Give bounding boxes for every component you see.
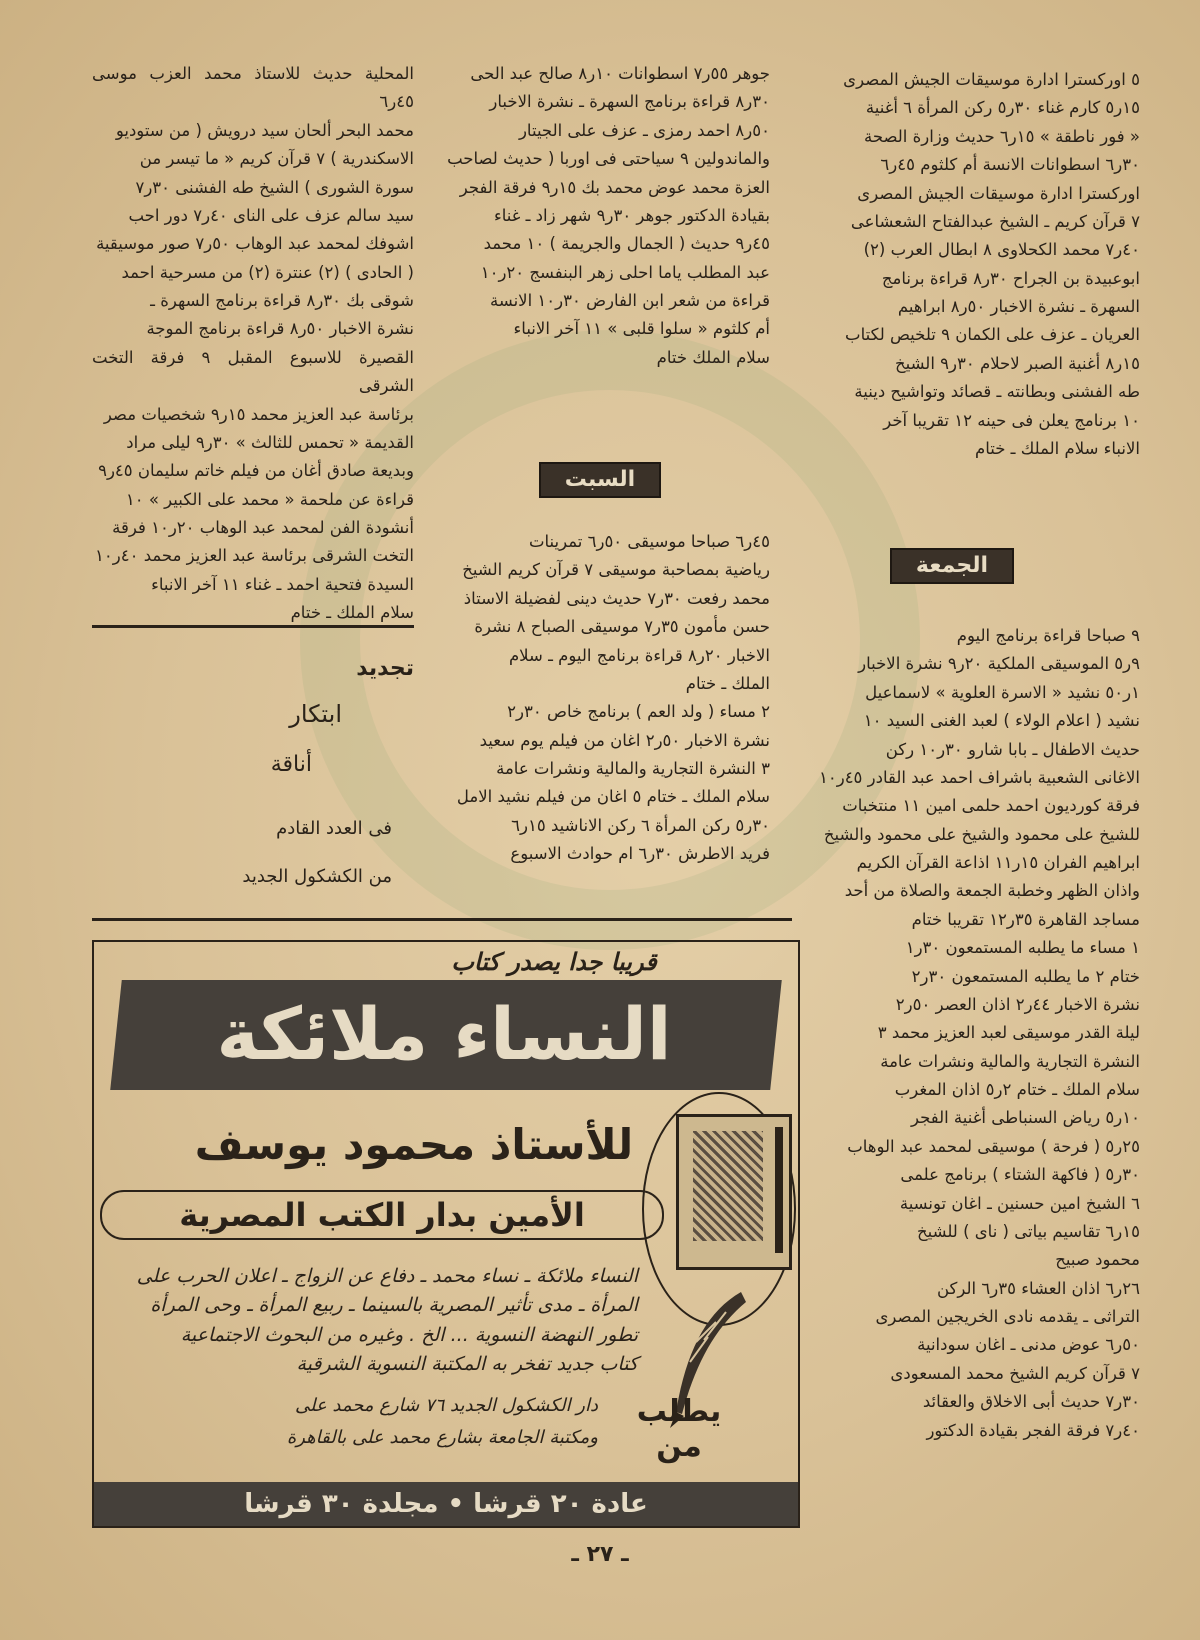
schedule-line: السهرة ـ نشرة الاخبار ٥٠ر٨ ابراهيم	[897, 297, 1140, 316]
schedule-line: قراءة عن ملحمة « محمد على الكبير » ١٠	[125, 489, 414, 509]
schedule-line: ليلة القدر موسيقى لعبد العزيز محمد ٣	[877, 1023, 1140, 1043]
schedule-line: نشرة الاخبار ٥٠ر٨ قراءة برنامج الموجة	[146, 319, 414, 339]
ad-price: عادة ٢٠ قرشا • مجلدة ٣٠ قرشا	[94, 1482, 798, 1526]
schedule-line: ختام ٢ ما يطلبه المستمعون ٣٠ر٢	[911, 966, 1140, 986]
schedule-line: عبد المطلب ياما احلى زهر البنفسج ٢٠ر١٠	[480, 262, 770, 282]
schedule-line: التخت الشرقى برئاسة عبد العزيز محمد ٤٠ر١٠	[95, 546, 414, 566]
schedule-line: قراءة من شعر ابن الفارض ٣٠ر١٠ الانسة	[490, 291, 770, 310]
ad-book-title: النساء ملائكة	[216, 992, 672, 1076]
schedule-line: ١٠ر٥ رياض السنباطى أغنية الفجر	[910, 1108, 1140, 1128]
schedule-line: ٤٥ر٩ حديث ( الجمال والجريمة ) ١٠ محمد	[483, 234, 770, 254]
promo-title: تجديد	[356, 656, 414, 681]
schedule-line: ( الحادى ) (٢) عنترة (٢) من مسرحية احمد	[121, 262, 414, 282]
schedule-line: أم كلثوم « سلوا قلبى » ١١ آخر الانباء	[513, 319, 770, 339]
schedule-line: ٢٦ر٦ اذان العشاء ٣٥ر٦ الركن	[937, 1278, 1140, 1298]
ad-order-label: يطلب من	[636, 1394, 722, 1464]
schedule-line: ١ر٥٠ نشيد « الاسرة العلوية » لاسماعيل	[865, 682, 1140, 702]
schedule-line: محمد رفعت ٣٠ر٧ حديث دينى لفضيلة الاستاذ	[463, 588, 770, 608]
book-cover-pattern	[693, 1131, 763, 1241]
page-number: ـ ٢٧ ـ	[571, 1542, 629, 1567]
schedule-line: الاغانى الشعبية باشراف احمد عبد القادر ٤٥ر١٠	[818, 767, 1140, 787]
schedule-line: واذان الظهر وخطبة الجمعة والصلاة من أحد	[844, 881, 1140, 901]
schedule-line: ٤٠ر٧ فرقة الفجر بقيادة الدكتور	[926, 1420, 1140, 1440]
schedule-line: نشيد ( اعلام الولاء ) لعبد الغنى السيد ١٠	[863, 711, 1140, 731]
schedule-friday	[780, 622, 1140, 1445]
schedule-line: نشرة الاخبار ٥٠ر٢ اغان من فيلم يوم سعيد	[479, 730, 770, 750]
book-spine	[775, 1127, 783, 1253]
schedule-line: ٣٠ر٥ ( فاكهة الشتاء ) برنامج علمى	[900, 1165, 1140, 1185]
schedule-line: ٩ صباحا قراءة برنامج اليوم	[956, 626, 1140, 645]
schedule-line: ٢ مساء ( ولد العم ) برنامج خاص ٣٠ر٢	[507, 702, 770, 722]
schedule-line: اشوفك لمحمد عبد الوهاب ٥٠ر٧ صور موسيقية	[96, 234, 414, 254]
schedule-line: سلام الملك ـ ختام	[290, 603, 414, 623]
column-divider	[92, 625, 414, 628]
ad-description	[108, 1262, 638, 1380]
schedule-line: ٣٠ر٧ حديث أبى الاخلاق والعقائد	[922, 1392, 1140, 1412]
schedule-line: ١٠ برنامج يعلن فى حينه ١٢ تقريبا آخر	[883, 410, 1140, 430]
promo-line-1: ابتكار	[289, 700, 342, 728]
schedule-line: ٤٥ر٦ صباحا موسيقى ٥٠ر٦ تمرينات	[528, 532, 770, 551]
schedule-line: مساجد القاهرة ٣٥ر١٢ تقريبا ختام	[911, 909, 1140, 929]
schedule-line: نشرة الاخبار ٤٤ر٢ اذان العصر ٥٠ر٢	[895, 994, 1140, 1014]
schedule-line: اوركسترا ادارة موسيقات الجيش المصرى	[857, 183, 1140, 203]
schedule-line: ٩ر٥ الموسيقى الملكية ٢٠ر٩ نشرة الاخبار	[858, 654, 1140, 674]
schedule-line: طه الفشنى وبطانته ـ قصائد وتواشيح دينية	[854, 382, 1140, 402]
schedule-line: ١٥ر٨ أغنية الصبر لاحلام ٣٠ر٩ الشيخ	[894, 353, 1140, 373]
ad-author: للأستاذ محمود يوسف	[194, 1120, 634, 1169]
schedule-line: سلام الملك ـ ختام ٥ اغان من فيلم نشيد الامل	[456, 787, 770, 807]
promo-line-4: من الكشكول الجديد	[242, 866, 392, 887]
schedule-line: ٥ اوركسترا ادارة موسيقات الجيش المصرى	[843, 70, 1140, 89]
ad-order-line: دار الكشكول الجديد ٧٦ شارع محمد على	[294, 1395, 598, 1416]
schedule-line: ٧ قرآن كريم ـ الشيخ عبدالفتاح الشعشاعى	[850, 211, 1140, 231]
schedule-mid-top	[412, 60, 770, 372]
schedule-line: حسن مأمون ٣٥ر٧ موسيقى الصباح ٨ نشرة	[474, 617, 770, 637]
schedule-line: ابوعبيدة بن الجراح ٣٠ر٨ قراءة برنامج	[881, 268, 1140, 288]
ad-description-line: تطور النهضة النسوية ... الخ . وغيره من البحوث الاجتماعية	[180, 1323, 638, 1346]
schedule-line: شوقى بك ٣٠ر٨ قراءة برنامج السهرة ـ	[150, 291, 414, 310]
ad-top-text: قريبا جدا يصدر كتاب	[451, 948, 657, 976]
schedule-line: محمد البحر ألحان سيد درويش ( من ستوديو	[115, 120, 414, 140]
schedule-line: العزة محمد عوض محمد بك ١٥ر٩ فرقة الفجر	[459, 177, 770, 197]
book-cover-icon	[676, 1114, 792, 1270]
schedule-line: الاسكندرية ) ٧ قرآن كريم « ما تيسر من	[139, 149, 414, 169]
schedule-line: سيد سالم عزف على الناى ٤٠ر٧ دور احب	[128, 205, 414, 225]
schedule-line: ٥٠ر٦ عوض مدنى ـ اغان سودانية	[917, 1335, 1140, 1355]
schedule-line: جوهر ٥٥ر٧ اسطوانات ١٠ر٨ صالح عبد الحى	[470, 64, 770, 83]
schedule-line: ١٥ر٦ تقاسيم بياتى ( ناى ) للشيخ	[917, 1221, 1140, 1241]
saturday-heading: السبت	[539, 462, 661, 498]
ad-divider	[92, 918, 792, 921]
schedule-line: ٣٠ر٦ اسطوانات الانسة أم كلثوم ٤٥ر٦	[880, 155, 1140, 175]
friday-heading-wrap	[852, 548, 1052, 584]
schedule-line: والماندولين ٩ سياحتى فى اوربا ( حديث لصاحب	[447, 149, 770, 169]
schedule-line: ١٥ر٥ كارم غناء ٣٠ر٥ ركن المرأة ٦ أغنية	[865, 98, 1140, 118]
schedule-line: سورة الشورى ) الشيخ طه الفشنى ٣٠ر٧	[135, 177, 414, 197]
promo-line-2: أناقة	[270, 752, 312, 777]
schedule-line: ٦ الشيخ امين حسنين ـ اغان تونسية	[899, 1193, 1140, 1213]
schedule-line: التراثى ـ يقدمه نادى الخريجين المصرى	[875, 1307, 1140, 1326]
book-advertisement	[92, 940, 800, 1528]
friday-heading: الجمعة	[890, 548, 1014, 584]
schedule-line: وبديعة صادق أغان من فيلم خاتم سليمان ٤٥ر٩	[98, 461, 414, 481]
schedule-line: ٢٥ر٥ ( فرحة ) موسيقى لمحمد عبد الوهاب	[847, 1136, 1140, 1156]
schedule-line: القديمة « تحمس للثالث » ٣٠ر٩ ليلى مراد	[126, 432, 414, 452]
schedule-line: ٣ النشرة التجارية والمالية ونشرات عامة	[496, 759, 770, 778]
ad-description-line: النساء ملائكة ـ نساء محمد ـ دفاع عن الزواج ـ اعلان الحرب على	[136, 1265, 638, 1287]
schedule-line: المحلية حديث للاستاذ محمد العزب موسى ٤٥ر٦	[92, 64, 414, 112]
schedule-line: أنشودة الفن لمحمد عبد الوهاب ٢٠ر١٠ فرقة	[112, 518, 414, 537]
schedule-line: حديث الاطفال ـ بابا شارو ٣٠ر١٠ ركن	[885, 739, 1140, 759]
schedule-line: الاخبار ٢٠ر٨ قراءة برنامج اليوم ـ سلام	[508, 645, 770, 665]
schedule-line: الانباء سلام الملك ـ ختام	[975, 438, 1140, 458]
ad-order-addresses	[108, 1390, 598, 1455]
schedule-line: ٣٠ر٥ ركن المرأة ٦ ركن الاناشيد ١٥ر٦	[511, 815, 770, 835]
schedule-line: رياضية بمصاحبة موسيقى ٧ قرآن كريم الشيخ	[462, 560, 770, 580]
schedule-line: برئاسة عبد العزيز محمد ١٥ر٩ شخصيات مصر	[103, 404, 414, 424]
schedule-line: ٣٠ر٨ قراءة برنامج السهرة ـ نشرة الاخبار	[489, 92, 770, 112]
schedule-saturday	[412, 528, 770, 869]
schedule-line: ٥٠ر٨ احمد رمزى ـ عزف على الجيتار	[518, 120, 770, 140]
ad-distributor: الأمين بدار الكتب المصرية	[100, 1190, 664, 1240]
schedule-line: الملك ـ ختام	[685, 673, 770, 693]
promo-line-3: فى العدد القادم	[276, 818, 392, 839]
schedule-line: القصيرة للاسبوع المقبل ٩ فرقة التخت الشرقى	[92, 347, 414, 396]
schedule-line: محمود صبيح	[1055, 1250, 1140, 1270]
schedule-line: ٤٠ر٧ محمد الكحلاوى ٨ ابطال العرب (٢)	[863, 240, 1140, 260]
schedule-line: ابراهيم الفران ١٥ر١١ اذاعة القرآن الكريم	[856, 853, 1140, 872]
schedule-line: النشرة التجارية والمالية ونشرات عامة	[880, 1051, 1140, 1071]
schedule-line: سلام الملك ختام	[656, 347, 770, 367]
schedule-line: فريد الاطرش ٣٠ر٦ ام حوادث الاسبوع	[510, 844, 770, 864]
ad-description-line: كتاب جديد تفخر به المكتبة النسوية الشرقية	[296, 1353, 638, 1376]
schedule-line: سلام الملك ـ ختام ٢ر٥ اذان المغرب	[894, 1080, 1140, 1099]
schedule-line: ٧ قرآن كريم الشيخ محمد المسعودى	[890, 1363, 1140, 1383]
ad-description-line: المرأة ـ مدى تأثير المصرية بالسينما ـ ربيع المرأة ـ وحى المرأة	[150, 1294, 638, 1317]
schedule-line: « فور ناطقة » ١٥ر٦ حديث وزارة الصحة	[863, 126, 1140, 146]
schedule-thursday-continued	[788, 66, 1140, 463]
schedule-line: ١ مساء ما يطلبه المستمعون ٣٠ر١	[905, 938, 1140, 958]
schedule-line: العريان ـ عزف على الكمان ٩ تلخيص لكتاب	[845, 325, 1140, 345]
saturday-heading-wrap	[500, 462, 700, 498]
schedule-left	[92, 60, 414, 628]
schedule-line: فرقة كورديون احمد حلمى امين ١١ منتخبات	[842, 796, 1140, 816]
schedule-line: بقيادة الدكتور جوهر ٣٠ر٩ شهر زاد ـ غناء	[493, 205, 770, 225]
schedule-line: للشيخ على محمود والشيخ على محمود والشيخ	[823, 824, 1140, 844]
ad-order-line: ومكتبة الجامعة بشارع محمد على بالقاهرة	[286, 1427, 598, 1449]
schedule-line: السيدة فتحية احمد ـ غناء ١١ آخر الانباء	[151, 574, 414, 594]
